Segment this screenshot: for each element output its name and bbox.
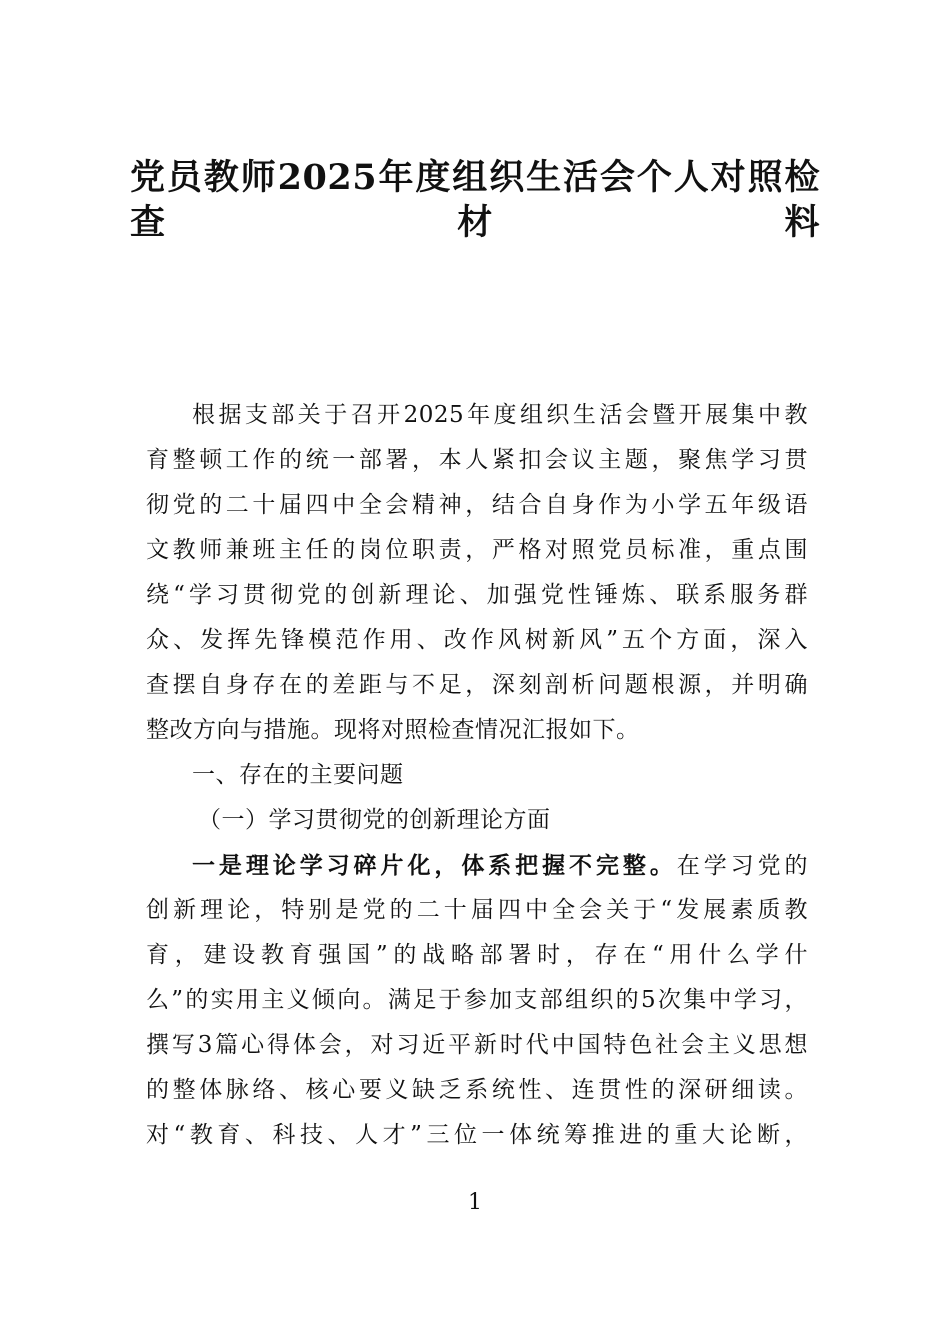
intro-line: 根据支部关于召开2025年度组织生活会暨开展集中教 [192, 402, 808, 428]
point-line: 的整体脉络、核心要义缺乏系统性、连贯性的深研细读。 [146, 1077, 808, 1103]
title-line-1: 党员教师2025年度组织生活会个人对照检 [130, 157, 820, 198]
section-heading: 一、存在的主要问题 [192, 762, 404, 788]
page-number: 1 [468, 1190, 482, 1215]
point-line: 育，建设教育强国”的战略部署时，存在“用什么学什 [146, 942, 808, 968]
intro-line: 文教师兼班主任的岗位职责，严格对照党员标准，重点围 [146, 537, 808, 563]
point-lead-rest: 在学习党的 [676, 853, 809, 879]
intro-line: 彻党的二十届四中全会精神，结合自身作为小学五年级语 [146, 492, 808, 518]
intro-line: 查摆自身存在的差距与不足，深刻剖析问题根源，并明确 [146, 672, 808, 698]
intro-line: 众、发挥先锋模范作用、改作风树新风”五个方面，深入 [146, 627, 808, 653]
point-first-line [146, 843, 808, 888]
point-line: 创新理论，特别是党的二十届四中全会关于“发展素质教 [146, 897, 808, 923]
intro-line: 育整顿工作的统一部署，本人紧扣会议主题，聚焦学习贯 [146, 447, 808, 473]
intro-line: 整改方向与措施。现将对照检查情况汇报如下。 [146, 717, 640, 743]
title-line-2: 查材料 [130, 202, 820, 243]
document-body [146, 393, 808, 1158]
point-line: 么”的实用主义倾向。满足于参加支部组织的5次集中学习， [146, 987, 808, 1013]
point-line: 撰写3篇心得体会，对习近平新时代中国特色社会主义思想 [146, 1032, 808, 1058]
subsection-heading: （一）学习贯彻党的创新理论方面 [198, 807, 551, 833]
point-line: 对“教育、科技、人才”三位一体统筹推进的重大论断， [146, 1122, 808, 1148]
intro-line: 绕“学习贯彻党的创新理论、加强党性锤炼、联系服务群 [146, 582, 808, 608]
document-title [130, 155, 820, 245]
point-lead-bold: 一是理论学习碎片化，体系把握不完整。 [192, 852, 677, 879]
